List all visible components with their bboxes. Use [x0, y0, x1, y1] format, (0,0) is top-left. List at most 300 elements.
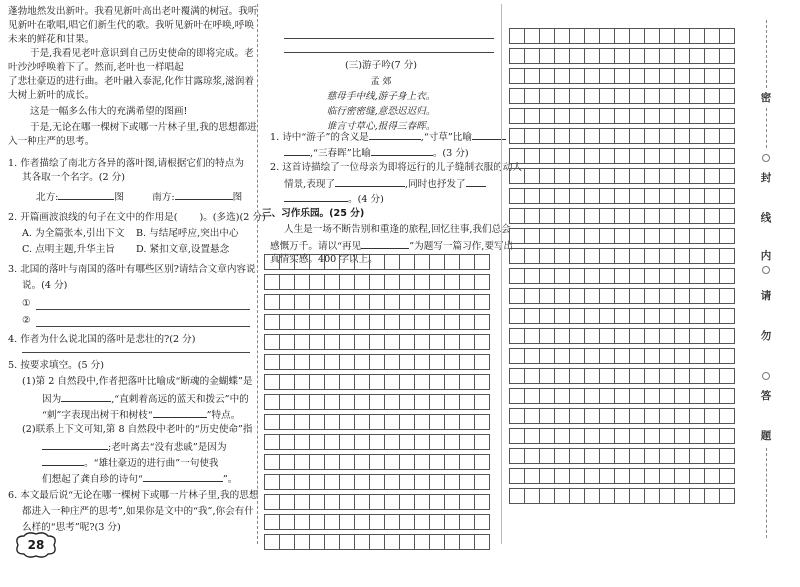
grid-cell[interactable]	[325, 295, 340, 310]
grid-cell[interactable]	[280, 275, 295, 290]
grid-cell[interactable]	[600, 469, 615, 484]
grid-cell[interactable]	[555, 389, 570, 404]
grid-cell[interactable]	[570, 329, 585, 344]
grid-cell[interactable]	[705, 229, 720, 244]
grid-cell[interactable]	[720, 429, 735, 444]
grid-cell[interactable]	[460, 415, 475, 430]
grid-cell[interactable]	[645, 409, 660, 424]
grid-cell[interactable]	[385, 455, 400, 470]
grid-cell[interactable]	[720, 49, 735, 64]
grid-cell[interactable]	[325, 355, 340, 370]
grid-cell[interactable]	[660, 309, 675, 324]
grid-cell[interactable]	[340, 535, 355, 550]
grid-cell[interactable]	[630, 89, 645, 104]
grid-cell[interactable]	[325, 395, 340, 410]
grid-cell[interactable]	[660, 149, 675, 164]
grid-cell[interactable]	[660, 429, 675, 444]
grid-cell[interactable]	[555, 429, 570, 444]
q1-south-blank[interactable]	[175, 190, 233, 200]
grid-cell[interactable]	[690, 249, 705, 264]
grid-cell[interactable]	[585, 249, 600, 264]
grid-cell[interactable]	[645, 249, 660, 264]
grid-cell[interactable]	[555, 409, 570, 424]
grid-cell[interactable]	[690, 289, 705, 304]
grid-cell[interactable]	[600, 429, 615, 444]
grid-cell[interactable]	[415, 435, 430, 450]
grid-cell[interactable]	[540, 369, 555, 384]
grid-cell[interactable]	[615, 49, 630, 64]
grid-cell[interactable]	[570, 489, 585, 504]
grid-cell[interactable]	[355, 375, 370, 390]
grid-cell[interactable]	[600, 129, 615, 144]
grid-cell[interactable]	[415, 375, 430, 390]
grid-cell[interactable]	[705, 149, 720, 164]
grid-cell[interactable]	[675, 389, 690, 404]
grid-cell[interactable]	[675, 409, 690, 424]
grid-cell[interactable]	[555, 369, 570, 384]
grid-cell[interactable]	[570, 389, 585, 404]
grid-cell[interactable]	[385, 515, 400, 530]
grid-cell[interactable]	[415, 415, 430, 430]
grid-cell[interactable]	[525, 269, 540, 284]
grid-cell[interactable]	[340, 495, 355, 510]
grid-cell[interactable]	[460, 255, 475, 270]
grid-cell[interactable]	[460, 315, 475, 330]
grid-cell[interactable]	[415, 395, 430, 410]
grid-cell[interactable]	[645, 89, 660, 104]
grid-cell[interactable]	[660, 249, 675, 264]
grid-cell[interactable]	[525, 289, 540, 304]
grid-cell[interactable]	[660, 189, 675, 204]
grid-cell[interactable]	[510, 369, 525, 384]
q3-answer-line-2[interactable]	[36, 326, 250, 327]
grid-cell[interactable]	[430, 435, 445, 450]
grid-cell[interactable]	[295, 275, 310, 290]
grid-cell[interactable]	[325, 375, 340, 390]
grid-cell[interactable]	[585, 29, 600, 44]
grid-cell[interactable]	[645, 149, 660, 164]
grid-cell[interactable]	[280, 255, 295, 270]
grid-cell[interactable]	[555, 209, 570, 224]
grid-cell[interactable]	[705, 409, 720, 424]
grid-cell[interactable]	[445, 435, 460, 450]
grid-cell[interactable]	[510, 289, 525, 304]
grid-cell[interactable]	[585, 189, 600, 204]
grid-cell[interactable]	[705, 189, 720, 204]
grid-cell[interactable]	[280, 535, 295, 550]
grid-cell[interactable]	[370, 535, 385, 550]
grid-cell[interactable]	[310, 415, 325, 430]
grid-cell[interactable]	[340, 355, 355, 370]
grid-cell[interactable]	[475, 435, 490, 450]
grid-cell[interactable]	[265, 455, 280, 470]
grid-cell[interactable]	[570, 169, 585, 184]
grid-cell[interactable]	[660, 209, 675, 224]
grid-cell[interactable]	[340, 255, 355, 270]
grid-cell[interactable]	[585, 489, 600, 504]
grid-cell[interactable]	[325, 515, 340, 530]
q2-option-c[interactable]: C. 点明主题,升华主旨	[22, 244, 115, 255]
grid-cell[interactable]	[660, 169, 675, 184]
grid-cell[interactable]	[265, 275, 280, 290]
grid-cell[interactable]	[325, 415, 340, 430]
grid-cell[interactable]	[460, 435, 475, 450]
grid-cell[interactable]	[645, 289, 660, 304]
grid-cell[interactable]	[280, 315, 295, 330]
grid-cell[interactable]	[585, 109, 600, 124]
grid-cell[interactable]	[460, 295, 475, 310]
grid-cell[interactable]	[585, 129, 600, 144]
grid-cell[interactable]	[570, 149, 585, 164]
grid-cell[interactable]	[570, 449, 585, 464]
grid-cell[interactable]	[510, 469, 525, 484]
grid-cell[interactable]	[355, 415, 370, 430]
grid-cell[interactable]	[705, 89, 720, 104]
grid-cell[interactable]	[355, 435, 370, 450]
grid-cell[interactable]	[510, 149, 525, 164]
grid-cell[interactable]	[615, 309, 630, 324]
grid-cell[interactable]	[675, 89, 690, 104]
grid-cell[interactable]	[555, 329, 570, 344]
grid-cell[interactable]	[630, 129, 645, 144]
grid-cell[interactable]	[645, 169, 660, 184]
grid-cell[interactable]	[660, 369, 675, 384]
q3-answer-line-1[interactable]	[36, 309, 250, 310]
essay-grid-right[interactable]	[509, 28, 735, 504]
grid-cell[interactable]	[525, 109, 540, 124]
grid-cell[interactable]	[310, 275, 325, 290]
grid-cell[interactable]	[475, 415, 490, 430]
grid-cell[interactable]	[340, 395, 355, 410]
grid-cell[interactable]	[310, 535, 325, 550]
grid-cell[interactable]	[705, 69, 720, 84]
grid-cell[interactable]	[540, 269, 555, 284]
grid-cell[interactable]	[295, 475, 310, 490]
essay-grid-left[interactable]	[264, 254, 490, 550]
grid-cell[interactable]	[600, 209, 615, 224]
grid-cell[interactable]	[325, 335, 340, 350]
grid-cell[interactable]	[295, 435, 310, 450]
grid-cell[interactable]	[600, 309, 615, 324]
grid-cell[interactable]	[555, 169, 570, 184]
grid-cell[interactable]	[400, 275, 415, 290]
grid-cell[interactable]	[690, 29, 705, 44]
grid-cell[interactable]	[660, 69, 675, 84]
grid-cell[interactable]	[430, 495, 445, 510]
grid-cell[interactable]	[460, 475, 475, 490]
grid-cell[interactable]	[555, 289, 570, 304]
grid-cell[interactable]	[645, 189, 660, 204]
grid-cell[interactable]	[540, 229, 555, 244]
grid-cell[interactable]	[600, 29, 615, 44]
grid-cell[interactable]	[385, 255, 400, 270]
grid-cell[interactable]	[630, 309, 645, 324]
grid-cell[interactable]	[555, 449, 570, 464]
grid-cell[interactable]	[525, 349, 540, 364]
grid-cell[interactable]	[615, 109, 630, 124]
q2-option-d[interactable]: D. 紧扣文章,设置悬念	[136, 244, 230, 255]
grid-cell[interactable]	[585, 309, 600, 324]
grid-cell[interactable]	[555, 129, 570, 144]
grid-cell[interactable]	[720, 489, 735, 504]
poem-q2-blank-a[interactable]	[335, 177, 405, 187]
grid-cell[interactable]	[600, 369, 615, 384]
grid-cell[interactable]	[370, 475, 385, 490]
grid-cell[interactable]	[705, 369, 720, 384]
grid-cell[interactable]	[280, 335, 295, 350]
grid-cell[interactable]	[400, 395, 415, 410]
grid-cell[interactable]	[720, 129, 735, 144]
grid-cell[interactable]	[705, 389, 720, 404]
grid-cell[interactable]	[540, 309, 555, 324]
q5-2-blank-b[interactable]	[42, 456, 84, 466]
grid-cell[interactable]	[690, 209, 705, 224]
grid-cell[interactable]	[630, 249, 645, 264]
grid-cell[interactable]	[630, 289, 645, 304]
grid-cell[interactable]	[675, 349, 690, 364]
grid-cell[interactable]	[660, 329, 675, 344]
grid-cell[interactable]	[400, 255, 415, 270]
grid-cell[interactable]	[445, 375, 460, 390]
grid-cell[interactable]	[585, 449, 600, 464]
grid-cell[interactable]	[555, 49, 570, 64]
grid-cell[interactable]	[585, 329, 600, 344]
grid-cell[interactable]	[540, 69, 555, 84]
grid-cell[interactable]	[295, 495, 310, 510]
grid-cell[interactable]	[540, 149, 555, 164]
grid-cell[interactable]	[555, 229, 570, 244]
grid-cell[interactable]	[510, 49, 525, 64]
grid-cell[interactable]	[675, 29, 690, 44]
grid-cell[interactable]	[615, 389, 630, 404]
grid-cell[interactable]	[400, 335, 415, 350]
grid-cell[interactable]	[510, 189, 525, 204]
grid-cell[interactable]	[385, 275, 400, 290]
grid-cell[interactable]	[675, 429, 690, 444]
q2-option-a[interactable]: A. 为全篇张本,引出下文	[22, 228, 125, 239]
grid-cell[interactable]	[280, 415, 295, 430]
grid-cell[interactable]	[600, 269, 615, 284]
grid-cell[interactable]	[510, 269, 525, 284]
grid-cell[interactable]	[540, 249, 555, 264]
grid-cell[interactable]	[660, 449, 675, 464]
grid-cell[interactable]	[615, 229, 630, 244]
grid-cell[interactable]	[400, 455, 415, 470]
grid-cell[interactable]	[445, 515, 460, 530]
grid-cell[interactable]	[310, 335, 325, 350]
grid-cell[interactable]	[340, 335, 355, 350]
grid-cell[interactable]	[585, 89, 600, 104]
poem-q1-blank-d[interactable]	[371, 146, 433, 156]
grid-cell[interactable]	[340, 375, 355, 390]
grid-cell[interactable]	[445, 395, 460, 410]
grid-cell[interactable]	[690, 389, 705, 404]
grid-cell[interactable]	[280, 515, 295, 530]
grid-cell[interactable]	[540, 29, 555, 44]
grid-cell[interactable]	[445, 475, 460, 490]
grid-cell[interactable]	[630, 269, 645, 284]
grid-cell[interactable]	[705, 489, 720, 504]
grid-cell[interactable]	[540, 449, 555, 464]
grid-cell[interactable]	[415, 535, 430, 550]
grid-cell[interactable]	[540, 189, 555, 204]
grid-cell[interactable]	[645, 109, 660, 124]
grid-cell[interactable]	[615, 89, 630, 104]
grid-cell[interactable]	[660, 89, 675, 104]
grid-cell[interactable]	[540, 389, 555, 404]
grid-cell[interactable]	[475, 455, 490, 470]
grid-cell[interactable]	[585, 69, 600, 84]
grid-cell[interactable]	[615, 169, 630, 184]
grid-cell[interactable]	[385, 355, 400, 370]
grid-cell[interactable]	[660, 49, 675, 64]
grid-cell[interactable]	[510, 209, 525, 224]
grid-cell[interactable]	[415, 355, 430, 370]
grid-cell[interactable]	[615, 129, 630, 144]
grid-cell[interactable]	[370, 515, 385, 530]
grid-cell[interactable]	[600, 89, 615, 104]
grid-cell[interactable]	[615, 249, 630, 264]
grid-cell[interactable]	[690, 309, 705, 324]
grid-cell[interactable]	[525, 409, 540, 424]
grid-cell[interactable]	[445, 455, 460, 470]
grid-cell[interactable]	[570, 129, 585, 144]
grid-cell[interactable]	[460, 335, 475, 350]
grid-cell[interactable]	[540, 349, 555, 364]
poem-q1-blank-c[interactable]	[284, 146, 310, 156]
grid-cell[interactable]	[675, 49, 690, 64]
grid-cell[interactable]	[675, 309, 690, 324]
grid-cell[interactable]	[570, 249, 585, 264]
grid-cell[interactable]	[385, 435, 400, 450]
grid-cell[interactable]	[475, 275, 490, 290]
grid-cell[interactable]	[265, 535, 280, 550]
grid-cell[interactable]	[525, 29, 540, 44]
grid-cell[interactable]	[540, 489, 555, 504]
grid-cell[interactable]	[615, 429, 630, 444]
q4-answer-line[interactable]	[22, 352, 250, 353]
grid-cell[interactable]	[295, 455, 310, 470]
grid-cell[interactable]	[645, 29, 660, 44]
grid-cell[interactable]	[720, 209, 735, 224]
grid-cell[interactable]	[460, 275, 475, 290]
grid-cell[interactable]	[340, 295, 355, 310]
grid-cell[interactable]	[325, 255, 340, 270]
grid-cell[interactable]	[525, 309, 540, 324]
grid-cell[interactable]	[475, 315, 490, 330]
grid-cell[interactable]	[645, 229, 660, 244]
grid-cell[interactable]	[370, 355, 385, 370]
grid-cell[interactable]	[510, 309, 525, 324]
grid-cell[interactable]	[340, 315, 355, 330]
poem-q1-blank-a[interactable]	[369, 130, 421, 140]
grid-cell[interactable]	[690, 449, 705, 464]
grid-cell[interactable]	[675, 449, 690, 464]
grid-cell[interactable]	[570, 89, 585, 104]
grid-cell[interactable]	[265, 475, 280, 490]
grid-cell[interactable]	[510, 169, 525, 184]
grid-cell[interactable]	[525, 209, 540, 224]
grid-cell[interactable]	[690, 429, 705, 444]
grid-cell[interactable]	[430, 315, 445, 330]
grid-cell[interactable]	[310, 455, 325, 470]
grid-cell[interactable]	[585, 269, 600, 284]
grid-cell[interactable]	[415, 275, 430, 290]
grid-cell[interactable]	[460, 395, 475, 410]
grid-cell[interactable]	[675, 69, 690, 84]
grid-cell[interactable]	[705, 289, 720, 304]
grid-cell[interactable]	[615, 489, 630, 504]
grid-cell[interactable]	[430, 255, 445, 270]
grid-cell[interactable]	[295, 295, 310, 310]
grid-cell[interactable]	[460, 535, 475, 550]
grid-cell[interactable]	[325, 475, 340, 490]
grid-cell[interactable]	[385, 535, 400, 550]
grid-cell[interactable]	[430, 455, 445, 470]
grid-cell[interactable]	[310, 515, 325, 530]
grid-cell[interactable]	[540, 329, 555, 344]
grid-cell[interactable]	[525, 389, 540, 404]
grid-cell[interactable]	[445, 355, 460, 370]
q2-option-b[interactable]: B. 与结尾呼应,突出中心	[136, 228, 239, 239]
grid-cell[interactable]	[630, 49, 645, 64]
grid-cell[interactable]	[510, 249, 525, 264]
grid-cell[interactable]	[445, 535, 460, 550]
grid-cell[interactable]	[430, 295, 445, 310]
grid-cell[interactable]	[570, 289, 585, 304]
grid-cell[interactable]	[600, 489, 615, 504]
grid-cell[interactable]	[720, 149, 735, 164]
grid-cell[interactable]	[570, 209, 585, 224]
grid-cell[interactable]	[720, 389, 735, 404]
grid-cell[interactable]	[370, 375, 385, 390]
grid-cell[interactable]	[705, 429, 720, 444]
grid-cell[interactable]	[570, 69, 585, 84]
grid-cell[interactable]	[510, 89, 525, 104]
grid-cell[interactable]	[690, 269, 705, 284]
grid-cell[interactable]	[400, 415, 415, 430]
grid-cell[interactable]	[445, 495, 460, 510]
grid-cell[interactable]	[400, 355, 415, 370]
grid-cell[interactable]	[600, 289, 615, 304]
grid-cell[interactable]	[675, 109, 690, 124]
grid-cell[interactable]	[540, 469, 555, 484]
grid-cell[interactable]	[525, 189, 540, 204]
grid-cell[interactable]	[460, 455, 475, 470]
grid-cell[interactable]	[510, 449, 525, 464]
grid-cell[interactable]	[630, 409, 645, 424]
grid-cell[interactable]	[690, 189, 705, 204]
grid-cell[interactable]	[445, 335, 460, 350]
q5-2-blank-c[interactable]	[143, 472, 223, 482]
q5-1-blank-b[interactable]	[153, 408, 207, 418]
grid-cell[interactable]	[555, 349, 570, 364]
grid-cell[interactable]	[630, 209, 645, 224]
grid-cell[interactable]	[720, 109, 735, 124]
grid-cell[interactable]	[310, 315, 325, 330]
grid-cell[interactable]	[265, 495, 280, 510]
grid-cell[interactable]	[370, 455, 385, 470]
grid-cell[interactable]	[265, 435, 280, 450]
grid-cell[interactable]	[310, 255, 325, 270]
grid-cell[interactable]	[310, 375, 325, 390]
grid-cell[interactable]	[555, 109, 570, 124]
grid-cell[interactable]	[280, 395, 295, 410]
grid-cell[interactable]	[310, 475, 325, 490]
grid-cell[interactable]	[475, 355, 490, 370]
grid-cell[interactable]	[690, 489, 705, 504]
grid-cell[interactable]	[690, 349, 705, 364]
